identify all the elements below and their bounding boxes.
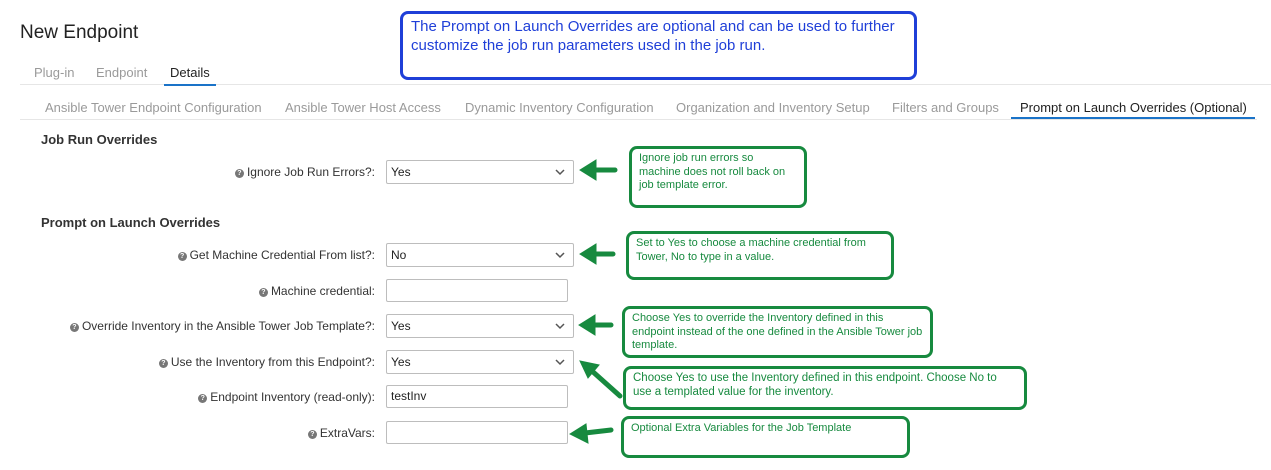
arrow-to-ignore-errors <box>580 160 615 180</box>
ignore-errors-select[interactable] <box>386 160 574 184</box>
field-label-ignore-errors: ? Ignore Job Run Errors?: <box>235 165 375 179</box>
tab-details[interactable]: Details <box>164 65 216 86</box>
field-label-get-machine-credential: ? Get Machine Credential From list?: <box>178 248 375 262</box>
annotation-use-inventory: Choose Yes to use the Inventory defined in this endpoint. Choose No to use a templated value for the inventory. <box>623 366 1027 410</box>
section-title-prompt-on-launch: Prompt on Launch Overrides <box>41 215 221 230</box>
machine-credential-input[interactable] <box>386 279 568 302</box>
annotation-ignore-errors: Ignore job run errors so machine does not roll back on job template error. <box>629 146 807 208</box>
help-icon[interactable]: ? <box>159 359 168 368</box>
override-inventory-select[interactable] <box>386 314 574 338</box>
subtab-dynamic-inventory[interactable]: Dynamic Inventory Configuration <box>465 100 654 115</box>
tab-plug-in[interactable]: Plug-in <box>34 65 75 80</box>
arrow-to-use-inventory <box>580 361 620 396</box>
help-icon[interactable]: ? <box>178 252 187 261</box>
get-machine-credential-select[interactable] <box>386 243 574 267</box>
extravars-input[interactable] <box>386 421 568 444</box>
tab-endpoint[interactable]: Endpoint <box>96 65 148 80</box>
arrow-to-extra-vars <box>570 424 611 443</box>
field-label-use-endpoint-inventory: ? Use the Inventory from this Endpoint?: <box>159 355 375 369</box>
help-icon[interactable]: ? <box>259 288 268 297</box>
annotation-top-callout: The Prompt on Launch Overrides are optional and can be used to further customize the job run parameters used in the job run. <box>400 11 917 80</box>
help-icon[interactable]: ? <box>235 169 244 178</box>
annotation-extra-vars: Optional Extra Variables for the Job Template <box>621 416 910 458</box>
section-title-job-run-overrides: Job Run Overrides <box>41 132 158 147</box>
use-endpoint-inventory-value: Yes <box>391 355 411 369</box>
annotation-override-inventory: Choose Yes to override the Inventory defined in this endpoint instead of the one defined in the Ansible Tower job template. <box>622 306 933 358</box>
chevron-down-icon <box>553 248 567 262</box>
page-title: New Endpoint <box>20 22 139 43</box>
use-endpoint-inventory-select[interactable] <box>386 350 574 374</box>
arrow-to-machine-credential <box>580 244 613 264</box>
help-icon[interactable]: ? <box>308 430 317 439</box>
chevron-down-icon <box>553 355 567 369</box>
override-inventory-value: Yes <box>391 319 411 333</box>
get-machine-credential-value: No <box>391 248 407 262</box>
help-icon[interactable]: ? <box>70 323 79 332</box>
help-icon[interactable]: ? <box>198 394 207 403</box>
chevron-down-icon <box>553 319 567 333</box>
field-label-machine-credential: ? Machine credential: <box>259 284 375 298</box>
endpoint-inventory-input[interactable]: testInv <box>386 385 568 408</box>
field-label-override-inventory: ? Override Inventory in the Ansible Tower Job Template?: <box>70 319 375 333</box>
subtab-prompt-on-launch[interactable]: Prompt on Launch Overrides (Optional) <box>1020 100 1247 115</box>
subtab-filters-groups[interactable]: Filters and Groups <box>892 100 999 115</box>
active-subtab-indicator <box>1011 117 1255 119</box>
chevron-down-icon <box>553 165 567 179</box>
ignore-errors-value: Yes <box>391 165 411 179</box>
field-label-endpoint-inventory: ? Endpoint Inventory (read-only): <box>198 390 375 404</box>
subtab-tower-host-access[interactable]: Ansible Tower Host Access <box>285 100 441 115</box>
annotation-machine-credential: Set to Yes to choose a machine credential from Tower, No to type in a value. <box>626 231 894 280</box>
arrow-to-override-inventory <box>579 315 611 335</box>
subtabs-divider <box>20 119 1257 120</box>
field-label-extravars: ? ExtraVars: <box>308 426 375 440</box>
subtab-org-inventory-setup[interactable]: Organization and Inventory Setup <box>676 100 870 115</box>
subtab-tower-endpoint-config[interactable]: Ansible Tower Endpoint Configuration <box>45 100 262 115</box>
